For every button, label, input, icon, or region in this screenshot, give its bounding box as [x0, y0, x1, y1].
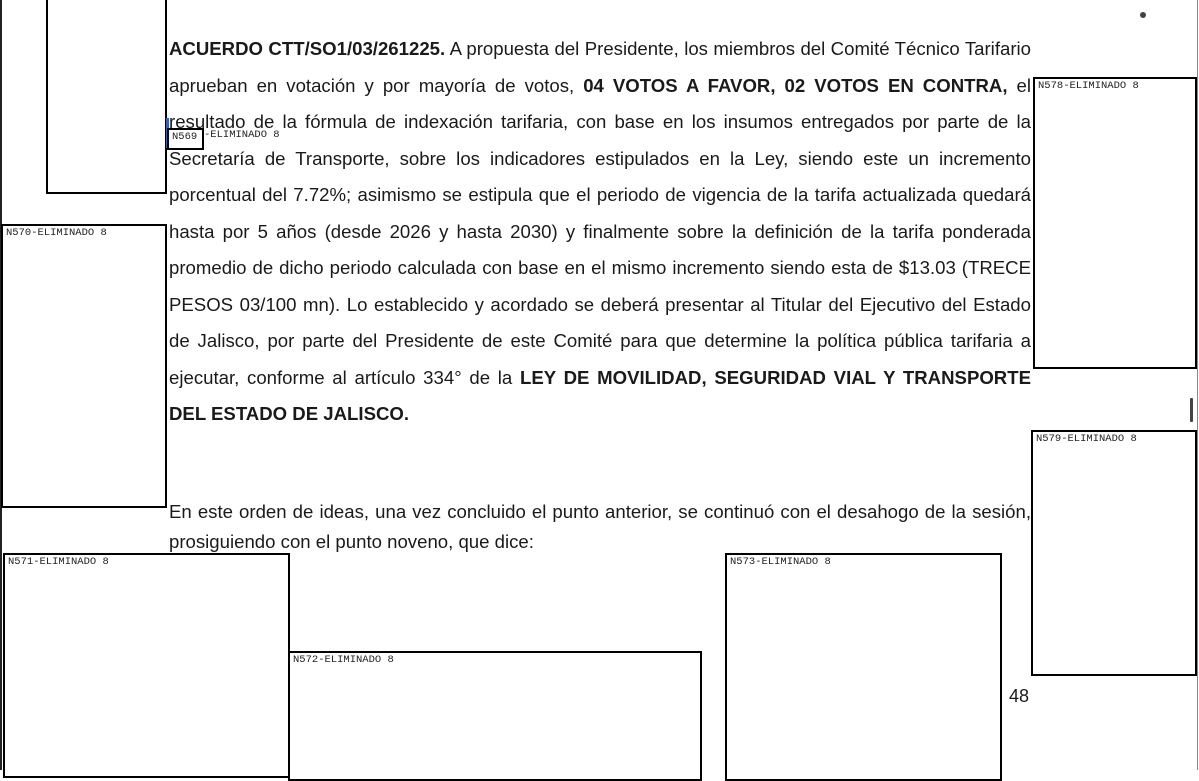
redaction-n569 — [167, 128, 204, 150]
redaction-label-n569: N569 — [172, 131, 198, 143]
votes-result: 04 VOTOS A FAVOR, 02 VOTOS EN CONTRA, — [583, 74, 1008, 96]
redaction-label-n569-rest: -ELIMINADO 8 — [204, 129, 280, 141]
agreement-text-b: el resultado de la fórmula de indexación tarifaria, con base en los insumos entregados por parte de la Secretaría de Transporte, sobre los indicadores estipulados en la Ley, siendo este un incremento porcentual del 7.72%; asimismo se estipula que el periodo de vigencia de la tarifa actualizada quedará hasta por 5 años (desde 2026 y hasta 2030) y finalmente sobre la definición de la tarifa ponderada promedio de dicho periodo calculada con base en el mismo incremento siendo esta de $13.03 (TRECE PESOS 03/100 mn). Lo establecido y acordado se deberá presentar al Titular del Ejecutivo del Estado de Jalisco, por parte del Presidente de este Comité para que determine la política pública tarifaria a ejecutar, conforme al artículo 334° de la — [169, 74, 1031, 388]
agreement-paragraph — [169, 31, 1031, 433]
redaction-n571 — [3, 553, 290, 778]
redaction-label-n570: N570-ELIMINADO 8 — [6, 227, 107, 239]
continuation-paragraph: En este orden de ideas, una vez concluido el punto anterior, se continuó con el desahogo de la sesión, prosiguiendo con el punto noveno, que dice: — [169, 501, 1031, 552]
redaction-n579 — [1031, 430, 1197, 676]
law-name: LEY DE MOVILIDAD, SEGURIDAD VIAL Y TRANSPORTE DEL ESTADO DE JALISCO. — [169, 366, 1031, 424]
redaction-box-top-left — [46, 0, 167, 194]
scan-speck — [1190, 398, 1193, 422]
agreement-id: ACUERDO CTT/SO1/03/261225. — [169, 38, 446, 59]
redaction-label-n571: N571-ELIMINADO 8 — [8, 556, 109, 568]
redaction-label-n579: N579-ELIMINADO 8 — [1036, 433, 1137, 445]
scan-speck — [1140, 12, 1146, 18]
redaction-n578 — [1033, 77, 1197, 369]
redaction-label-n578: N578-ELIMINADO 8 — [1038, 80, 1139, 92]
redaction-n572 — [288, 651, 702, 781]
page-right-edge — [1197, 0, 1198, 770]
agreement-text-a: A propuesta del Presidente, los miembros del Comité Técnico Tarifario aprueban en votación y por mayoría de votos, — [169, 38, 1031, 96]
redaction-label-n573: N573-ELIMINADO 8 — [730, 556, 831, 568]
page-number: 48 — [1009, 686, 1030, 706]
redaction-label-n572: N572-ELIMINADO 8 — [293, 654, 394, 666]
redaction-n573 — [725, 553, 1002, 781]
redaction-n570 — [1, 224, 167, 508]
